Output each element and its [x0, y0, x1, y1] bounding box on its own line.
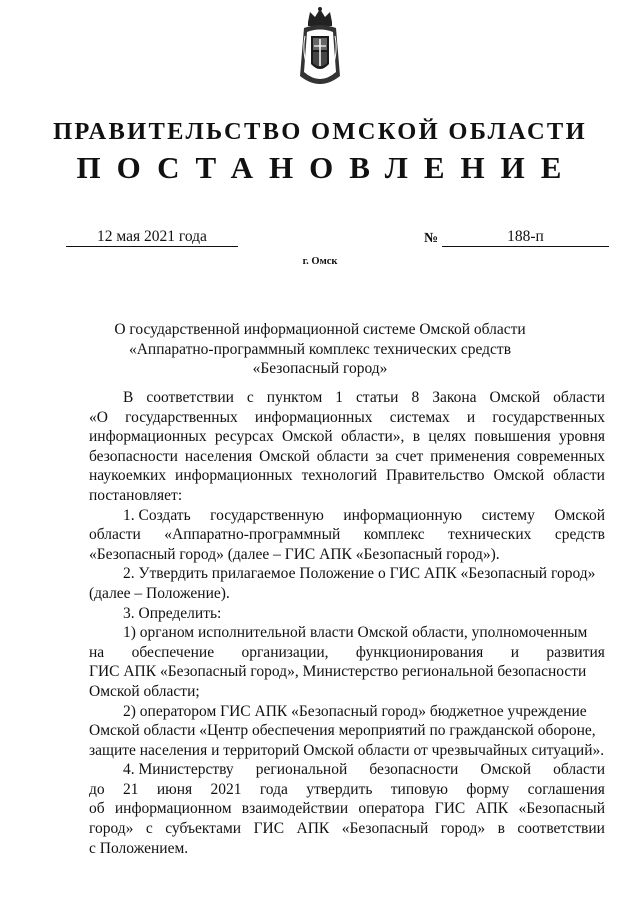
- body-line: [89, 604, 605, 624]
- body-word: технических: [448, 526, 532, 544]
- body-line: [89, 682, 605, 702]
- body-word: соответствии: [517, 820, 605, 838]
- body-word: счет: [395, 447, 424, 465]
- body-word: обеспечение: [131, 643, 215, 661]
- body-word: населения: [184, 447, 253, 465]
- body-word: «Безопасный город» (далее – ГИС АПК «Безопасный город»).: [89, 545, 500, 563]
- body-word: информационном: [114, 800, 232, 818]
- body-word: ГИС: [253, 820, 285, 838]
- body-word: ГИС: [434, 800, 466, 818]
- body-line: [89, 447, 605, 467]
- body-word: июня: [156, 780, 193, 798]
- body-word: «Безопасный: [341, 820, 429, 838]
- title-line: «Безопасный город»: [252, 360, 388, 377]
- body-word: (далее – Положение).: [89, 584, 230, 602]
- body-line: [89, 427, 605, 447]
- body-word: город»: [440, 820, 486, 838]
- body-word: области: [553, 389, 605, 406]
- body-word: ГИС АПК «Безопасный город», Министерство региональной безопасности: [89, 663, 587, 681]
- body-word: В: [123, 389, 134, 406]
- body-line: [89, 819, 605, 839]
- body-word: области: [553, 761, 605, 779]
- number-label: №: [424, 231, 439, 246]
- body-word: системах: [389, 408, 450, 426]
- body-word: Омской: [493, 467, 545, 485]
- body-word: 4. Министерству: [123, 761, 234, 779]
- body-line: [89, 643, 605, 663]
- body-word: об: [89, 800, 105, 818]
- document-type: ПОСТАНОВЛЕНИЕ: [76, 150, 578, 185]
- body-line: [89, 702, 605, 722]
- body-word: информационную: [343, 506, 463, 524]
- body-word: постановляет:: [89, 486, 183, 504]
- body-word: Омской: [259, 447, 310, 465]
- body-line: [89, 799, 605, 819]
- body-word: утвердить: [306, 780, 373, 798]
- body-word: Омской: [489, 389, 541, 406]
- body-line: [89, 780, 605, 800]
- body-word: информационных: [175, 467, 293, 485]
- body-word: в: [412, 428, 421, 446]
- body-word: АПК: [475, 800, 509, 818]
- body-word: защите населения и территорий Омской области от чрезвычайных ситуаций».: [89, 741, 605, 759]
- body-line: [89, 466, 605, 486]
- body-word: пунктом: [266, 389, 323, 406]
- body-word: ресурсах: [214, 428, 274, 446]
- body-word: 1: [335, 389, 344, 406]
- body-line: [89, 525, 605, 545]
- body-word: соответствии: [146, 389, 234, 406]
- body-word: организации,: [241, 643, 329, 661]
- body-word: Омской: [282, 428, 333, 446]
- body-line: [89, 388, 605, 408]
- body-line: [89, 506, 605, 526]
- body-word: применения: [430, 447, 511, 465]
- body-word: технологий: [301, 467, 378, 485]
- body-word: информационных: [89, 428, 207, 446]
- body-line: [89, 662, 605, 682]
- body-word: в: [497, 820, 505, 838]
- body-word: с: [246, 389, 254, 406]
- body-line: [89, 760, 605, 780]
- organization-name: ПРАВИТЕЛЬСТВО ОМСКОЙ ОБЛАСТИ: [53, 118, 587, 145]
- body-word: безопасности: [89, 447, 178, 465]
- body-word: года: [259, 780, 288, 798]
- body-word: за: [375, 447, 389, 465]
- body-word: Омской области;: [89, 682, 200, 700]
- body-word: Закона: [432, 389, 477, 406]
- body-word: функционирования: [355, 643, 484, 661]
- document-title: [100, 320, 540, 379]
- city-name: г. Омск: [302, 256, 338, 267]
- body-word: «Аппаратно-программный: [164, 526, 341, 544]
- body-word: 1) органом исполнительной власти Омской области, уполномоченным: [123, 624, 588, 642]
- body-word: современных: [516, 447, 605, 465]
- body-word: Омской области «Центр обеспечения мероприятий по гражданской обороне,: [89, 722, 596, 740]
- body-word: Омской: [480, 761, 532, 779]
- body-word: систему: [481, 506, 535, 524]
- body-word: 3. Определить:: [123, 604, 222, 622]
- body-word: «О: [89, 408, 108, 426]
- body-word: целях: [428, 428, 467, 446]
- body-line: [89, 545, 605, 565]
- body-word: город»: [89, 820, 134, 838]
- body-word: Правительство: [386, 467, 485, 485]
- body-line: [89, 486, 605, 506]
- body-word: области»,: [340, 428, 405, 446]
- body-word: государственных: [125, 408, 238, 426]
- body-word: 2021: [210, 780, 242, 798]
- body-word: области: [89, 526, 141, 544]
- body-word: оператора: [358, 800, 425, 818]
- body-word: 2) оператором ГИС АПК «Безопасный город» бюджетное учреждение: [123, 702, 587, 720]
- body-word: 8: [411, 389, 420, 406]
- body-word: на: [89, 643, 105, 661]
- body-word: безопасности: [369, 761, 459, 779]
- body-word: региональной: [255, 761, 348, 779]
- body-line: [89, 623, 605, 643]
- body-word: уровня: [559, 428, 605, 446]
- body-word: развития: [546, 643, 605, 661]
- body-line: [89, 839, 605, 859]
- document-body: [89, 388, 605, 858]
- body-word: государственных: [492, 408, 605, 426]
- document-date: 12 мая 2021 года: [66, 229, 238, 247]
- title-line: О государственной информационной системе Омской области: [114, 321, 526, 338]
- body-word: с: [145, 820, 153, 838]
- body-word: форму: [466, 780, 510, 798]
- body-word: Омской: [554, 506, 605, 524]
- body-word: субъектами: [165, 820, 242, 838]
- body-word: АПК: [296, 820, 330, 838]
- body-line: [89, 721, 605, 741]
- body-word: области: [553, 467, 605, 485]
- body-word: типовую: [390, 780, 448, 798]
- body-line: [89, 741, 605, 761]
- body-word: 2. Утвердить прилагаемое Положение о ГИС АПК «Безопасный город»: [123, 565, 596, 583]
- body-word: информационных: [254, 408, 373, 426]
- title-line: «Аппаратно-программный комплекс технических средств: [128, 340, 512, 358]
- coat-of-arms-emblem: [298, 6, 342, 94]
- body-line: [89, 564, 605, 584]
- body-line: [89, 584, 605, 604]
- body-word: «Безопасный: [518, 800, 605, 818]
- body-word: повышения: [474, 428, 551, 446]
- body-word: до: [89, 780, 105, 798]
- body-line: [89, 408, 605, 428]
- body-word: наукоемких: [89, 467, 167, 485]
- body-word: взаимодействии: [241, 800, 349, 818]
- body-word: 1. Создать: [123, 506, 191, 524]
- body-word: статьи: [356, 389, 399, 406]
- body-word: средств: [554, 526, 605, 544]
- body-word: с Положением.: [89, 839, 189, 857]
- body-word: 21: [122, 780, 139, 798]
- body-word: и: [510, 643, 519, 661]
- body-word: государственную: [210, 506, 324, 524]
- document-number: 188-п: [442, 229, 609, 247]
- body-word: соглашения: [527, 780, 605, 798]
- body-word: и: [466, 408, 476, 426]
- body-word: области: [316, 447, 369, 465]
- body-word: комплекс: [363, 526, 425, 544]
